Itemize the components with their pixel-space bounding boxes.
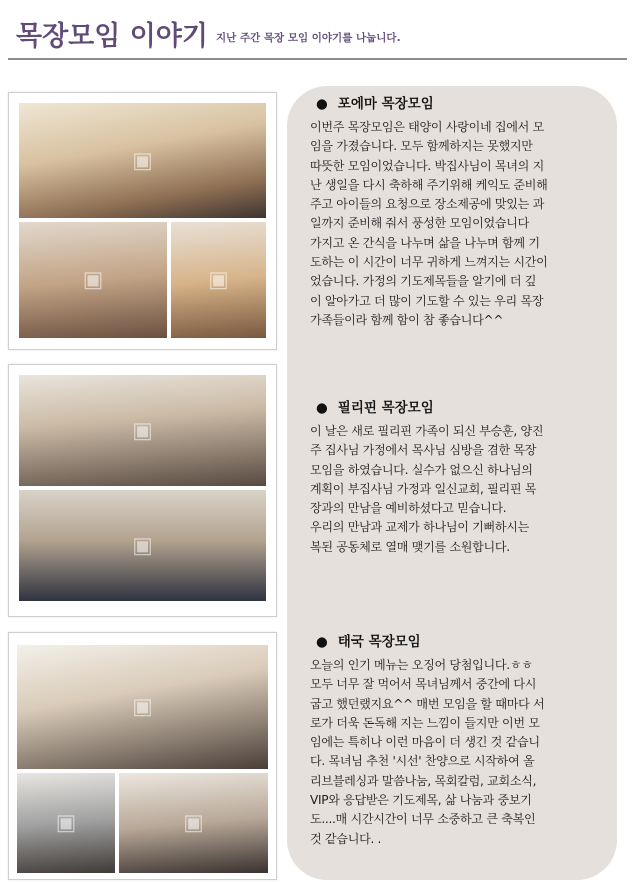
story-heading xyxy=(310,630,602,650)
bullet-icon: ● xyxy=(316,634,328,650)
photo-icon: ▣ xyxy=(55,810,77,836)
photo-icon: ▣ xyxy=(183,810,204,836)
photo-icon: ▣ xyxy=(82,267,104,293)
page-subtitle: 지난 주간 목장 모임 이야기를 나눕니다. xyxy=(216,32,401,44)
photo-collage-philippines xyxy=(8,364,277,617)
candle-cake-photo xyxy=(171,222,266,338)
story-body: 이번주 목장모임은 태양이 사랑이네 집에서 모 임을 가졌습니다. 모두 함께하지는 못했지만 따뜻한 모임이었습니다. 박집사님이 목녀의 지 난 생일을 다시 축하해 주기위해 케익도 준비해 주고 아이들의 요청으로 장소제공에 맞있는 과 일까지 준비해 줘서 풍성한 모임이었습니다 가지고 온 간식을 나누며 삶을 나누며 함께 기 도하는 이 시간이 너무 귀하게 느껴지는 시간이 었습니다. 가정의 기도제목들을 알기에 더 깊 이 알아가고 더 많이 기도할 수 있는 우리 목장 가족들이라 함께 함이 참 좋습니다^^ xyxy=(310,120,548,327)
story-thailand xyxy=(310,630,602,849)
story-poema xyxy=(310,92,602,330)
header-divider xyxy=(8,58,627,60)
photo-icon: ▣ xyxy=(208,267,229,293)
photo-icon: ▣ xyxy=(132,694,153,720)
story-body: 이 날은 새로 필리핀 가족이 되신 부승훈, 양진 주 집사님 가정에서 목사님 심방을 겸한 목장 모임을 하였습니다. 실수가 없으신 하나님의 계획이 부집사님 가정과 일신교회, 필리핀 목 장과의 만남을 예비하셨다고 믿습니다. 우리의 만남과 교제가 하나님이 기뻐하시는 복된 공동체로 열매 맺기를 소원합니다. xyxy=(310,424,544,554)
page-header xyxy=(0,0,635,62)
story-title: 포에마 목장모임 xyxy=(337,96,434,112)
dinner-table-photo xyxy=(19,375,266,486)
story-title: 태국 목장모임 xyxy=(337,634,421,650)
story-title: 필리핀 목장모임 xyxy=(337,400,434,416)
kitchen-gathering-photo xyxy=(19,103,266,218)
bullet-icon: ● xyxy=(316,400,328,416)
stories-panel xyxy=(287,86,617,880)
page-title: 목장모임 이야기 xyxy=(16,21,208,52)
photo-icon: ▣ xyxy=(132,148,153,173)
story-heading xyxy=(310,92,602,112)
table-meal-photo xyxy=(19,222,167,338)
story-philippines xyxy=(310,396,602,557)
photo-collage-poema xyxy=(8,92,277,350)
living-room-photo xyxy=(119,773,268,873)
story-body: 오늘의 인기 메뉴는 오징어 당첨입니다.ㅎㅎ 모두 너무 잘 먹어서 목녀님께서 중간에 다시 굽고 했던랬지요^^ 매번 모임을 할 때마다 서 로가 더욱 돈독해 지는 느낌이 들지만 이번 모 임에는 특히나 이런 마음이 더 생긴 것 같습니 다. 목녀님 추천 '시선' 찬양으로 시작하여 올 리브블레싱과 말씀나눔, 목회칼럼, 교회소식, VIP와 응답받은 기도제목, 삶 나눔과 중보기 도....매 시간시간이 너무 소중하고 큰 축복인 것 같습니다. . xyxy=(310,658,545,846)
bullet-icon: ● xyxy=(316,96,328,112)
story-heading xyxy=(310,396,602,416)
photo-icon: ▣ xyxy=(132,418,153,443)
selfie-group-photo xyxy=(17,645,268,769)
photo-collage-thailand xyxy=(8,632,277,880)
group-portrait-photo xyxy=(19,490,266,601)
photo-icon: ▣ xyxy=(132,533,153,558)
guitar-worship-photo xyxy=(17,773,115,873)
